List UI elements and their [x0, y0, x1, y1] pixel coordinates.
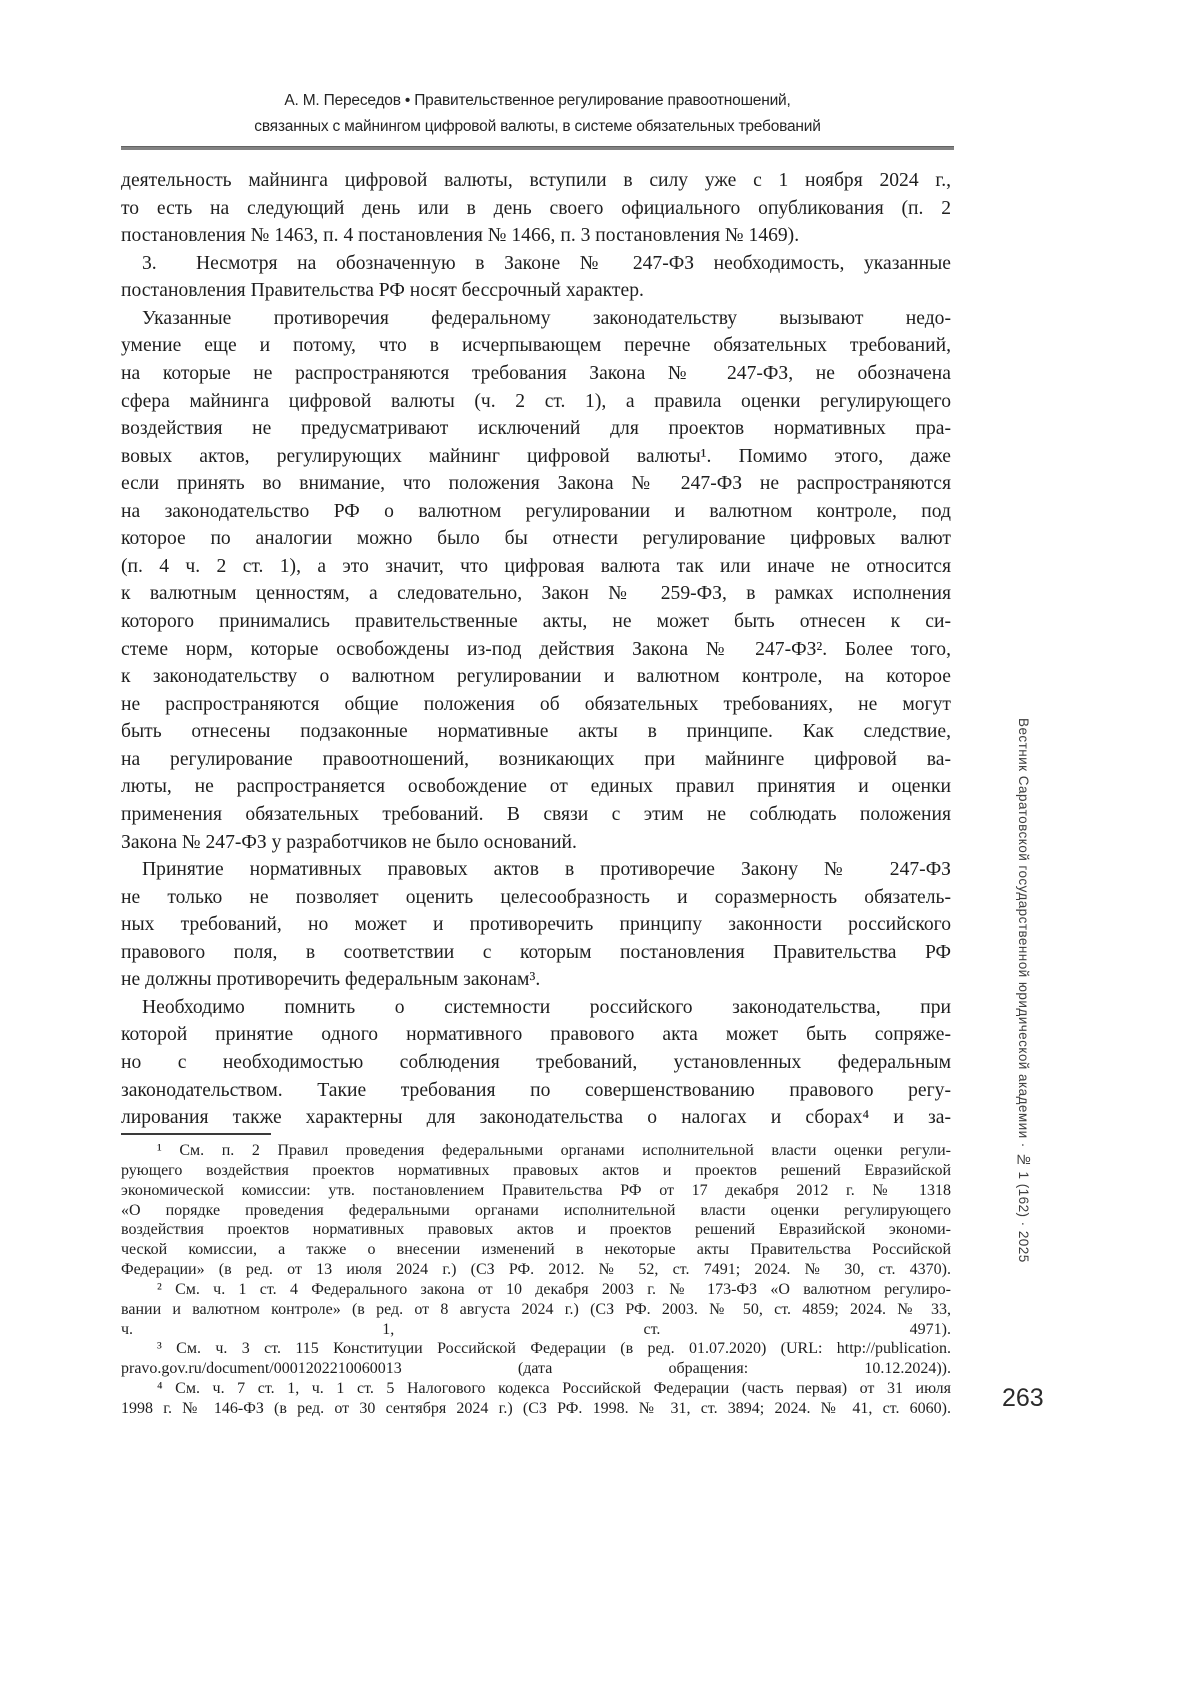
footnote-separator [121, 1133, 271, 1135]
body-line: которого принимались правительственные акты, не может быть отнесен к си- [121, 611, 951, 632]
running-header-line1: А. М. Переседов • Правительственное регулирование правоотношений, [284, 92, 791, 109]
body-line: законодательством. Такие требования по совершенствованию правового регу- [121, 1079, 951, 1101]
footnote-line: ческой комиссии, а также о внесении изменений в некоторые акты Правительства Российской [121, 1241, 951, 1259]
body-line: Закона № 247-ФЗ у разработчиков не было оснований. [121, 831, 577, 853]
body-line: на регулирование правоотношений, возникающих при майнинге цифровой ва- [121, 748, 951, 770]
page-number: 263 [1002, 1384, 1044, 1412]
footnotes [121, 1141, 951, 1419]
body-line: (п. 4 ч. 2 ст. 1), а это значит, что цифровая валюта так или иначе не относится [121, 555, 951, 577]
body-line: вовых актов, регулирующих майнинг цифровой валюты¹. Помимо этого, даже [121, 445, 951, 467]
footnote-line: ч. 1, ст. 4971). [121, 1320, 951, 1338]
body-line: люты, не распространяется освобождение от единых правил принятия и оценки [121, 776, 951, 798]
footnote-line: ⁴ См. ч. 7 ст. 1, ч. 1 ст. 5 Налогового кодекса Российской Федерации (часть первая) от 31 июля [157, 1380, 951, 1398]
footnote-line: вании и валютном контроле» (в ред. от 8 августа 2024 г.) (СЗ РФ. 2003. № 50, ст. 4859; 2024. № 33, [121, 1300, 951, 1318]
header-rule [121, 146, 954, 150]
body-line: воздействия не предусматривают исключений для проектов нормативных пра- [121, 418, 951, 440]
running-header-line2: связанных с майнингом цифровой валюты, в системе обязательных требований [254, 118, 821, 135]
body-line: не должны противоречить федеральным законам³. [121, 969, 541, 991]
footnote-line: ¹ См. п. 2 Правил проведения федеральными органами исполнительной власти оценки регули- [157, 1142, 951, 1159]
body-line: то есть на следующий день или в день своего официального опубликования (п. 2 [121, 197, 951, 219]
body-line: 3. Несмотря на обозначенную в Законе № 247-ФЗ необходимость, указанные [142, 252, 951, 274]
body-line: если принять во внимание, что положения Закона № 247-ФЗ не распространяются [121, 473, 951, 495]
body-line: сфера майнинга цифровой валюты (ч. 2 ст. 1), а правила оценки регулирующего [121, 390, 951, 412]
body-line: не только не позволяет оценить целесообразность и соразмерность обязатель- [121, 886, 951, 908]
body-line: быть отнесены подзаконные нормативные акты в принципе. Как следствие, [121, 721, 951, 743]
body-line: которой принятие одного нормативного правового акта может быть сопряже- [121, 1024, 951, 1046]
sidebar-journal-title: Вестник Саратовской государственной юридической академии · № 1 (162) · 2025 [1016, 718, 1031, 1263]
footnote-line: pravo.gov.ru/document/0001202210060013 (дата обращения: 10.12.2024)). [121, 1360, 951, 1378]
footnote-line: 1998 г. № 146-ФЗ (в ред. от 30 сентября 2024 г.) (СЗ РФ. 1998. № 31, ст. 3894; 2024. № 41, ст. 6060). [121, 1399, 951, 1417]
footnote-line: Федерации» (в ред. от 13 июля 2024 г.) (СЗ РФ. 2012. № 52, ст. 7491; 2024. № 30, ст. 4370). [121, 1261, 951, 1279]
body-text [121, 167, 951, 1132]
body-line: деятельность майнинга цифровой валюты, вступили в силу уже с 1 ноября 2024 г., [121, 170, 951, 191]
footnote-line: ³ См. ч. 3 ст. 115 Конституции Российской Федерации (в ред. 01.07.2020) (URL: http://publication. [157, 1340, 951, 1358]
footnote-line: «О порядке проведения федеральными органами исполнительной власти оценки регулирующего [121, 1201, 951, 1219]
body-line: лирования также характерны для законодательства о налогах и сборах⁴ и за- [121, 1107, 951, 1129]
body-line: стеме норм, которые освобождены из-под действия Закона № 247-ФЗ². Более того, [121, 638, 951, 660]
footnote-line: экономической комиссии: утв. постановлением Правительства РФ от 17 декабря 2012 г. № 1318 [121, 1181, 951, 1199]
running-header [121, 88, 954, 140]
body-line: умение еще и потому, что в исчерпывающем перечне обязательных требований, [121, 335, 951, 357]
body-line: Указанные противоречия федеральному законодательству вызывают недо- [142, 307, 951, 329]
body-line: не распространяются общие положения об обязательных требованиях, не могут [121, 693, 951, 715]
body-line: постановления № 1463, п. 4 постановления № 1466, п. 3 постановления № 1469). [121, 225, 800, 247]
body-line: Принятие нормативных правовых актов в противоречие Закону № 247-ФЗ [142, 859, 951, 881]
body-line: ных требований, но может и противоречить принципу законности российского [121, 914, 951, 936]
body-line: к законодательству о валютном регулировании и валютном контроле, на которое [121, 666, 951, 688]
body-line: правового поля, в соответствии с которым постановления Правительства РФ [121, 941, 951, 963]
body-line: постановления Правительства РФ носят бессрочный характер. [121, 280, 644, 302]
body-line: на законодательство РФ о валютном регулировании и валютном контроле, под [121, 500, 951, 522]
body-line: но с необходимостью соблюдения требований, установленных федеральным [121, 1052, 951, 1073]
footnote-line: рующего воздействия проектов нормативных правовых актов и проектов решений Евразийской [121, 1161, 951, 1179]
body-line: Необходимо помнить о системности российского законодательства, при [142, 996, 951, 1018]
footnote-line: ² См. ч. 1 ст. 4 Федерального закона от 10 декабря 2003 г. № 173-ФЗ «О валютном регулиро- [157, 1280, 951, 1298]
body-line: которое по аналогии можно было бы отнести регулирование цифровых валют [121, 528, 951, 550]
body-line: к валютным ценностям, а следовательно, Закон № 259-ФЗ, в рамках исполнения [121, 583, 951, 605]
footnote-line: воздействия проектов нормативных правовых актов и проектов решений Евразийской экономи- [121, 1221, 951, 1239]
body-line: применения обязательных требований. В связи с этим не соблюдать положения [121, 803, 951, 825]
body-line: на которые не распространяются требования Закона № 247-ФЗ, не обозначена [121, 362, 951, 384]
